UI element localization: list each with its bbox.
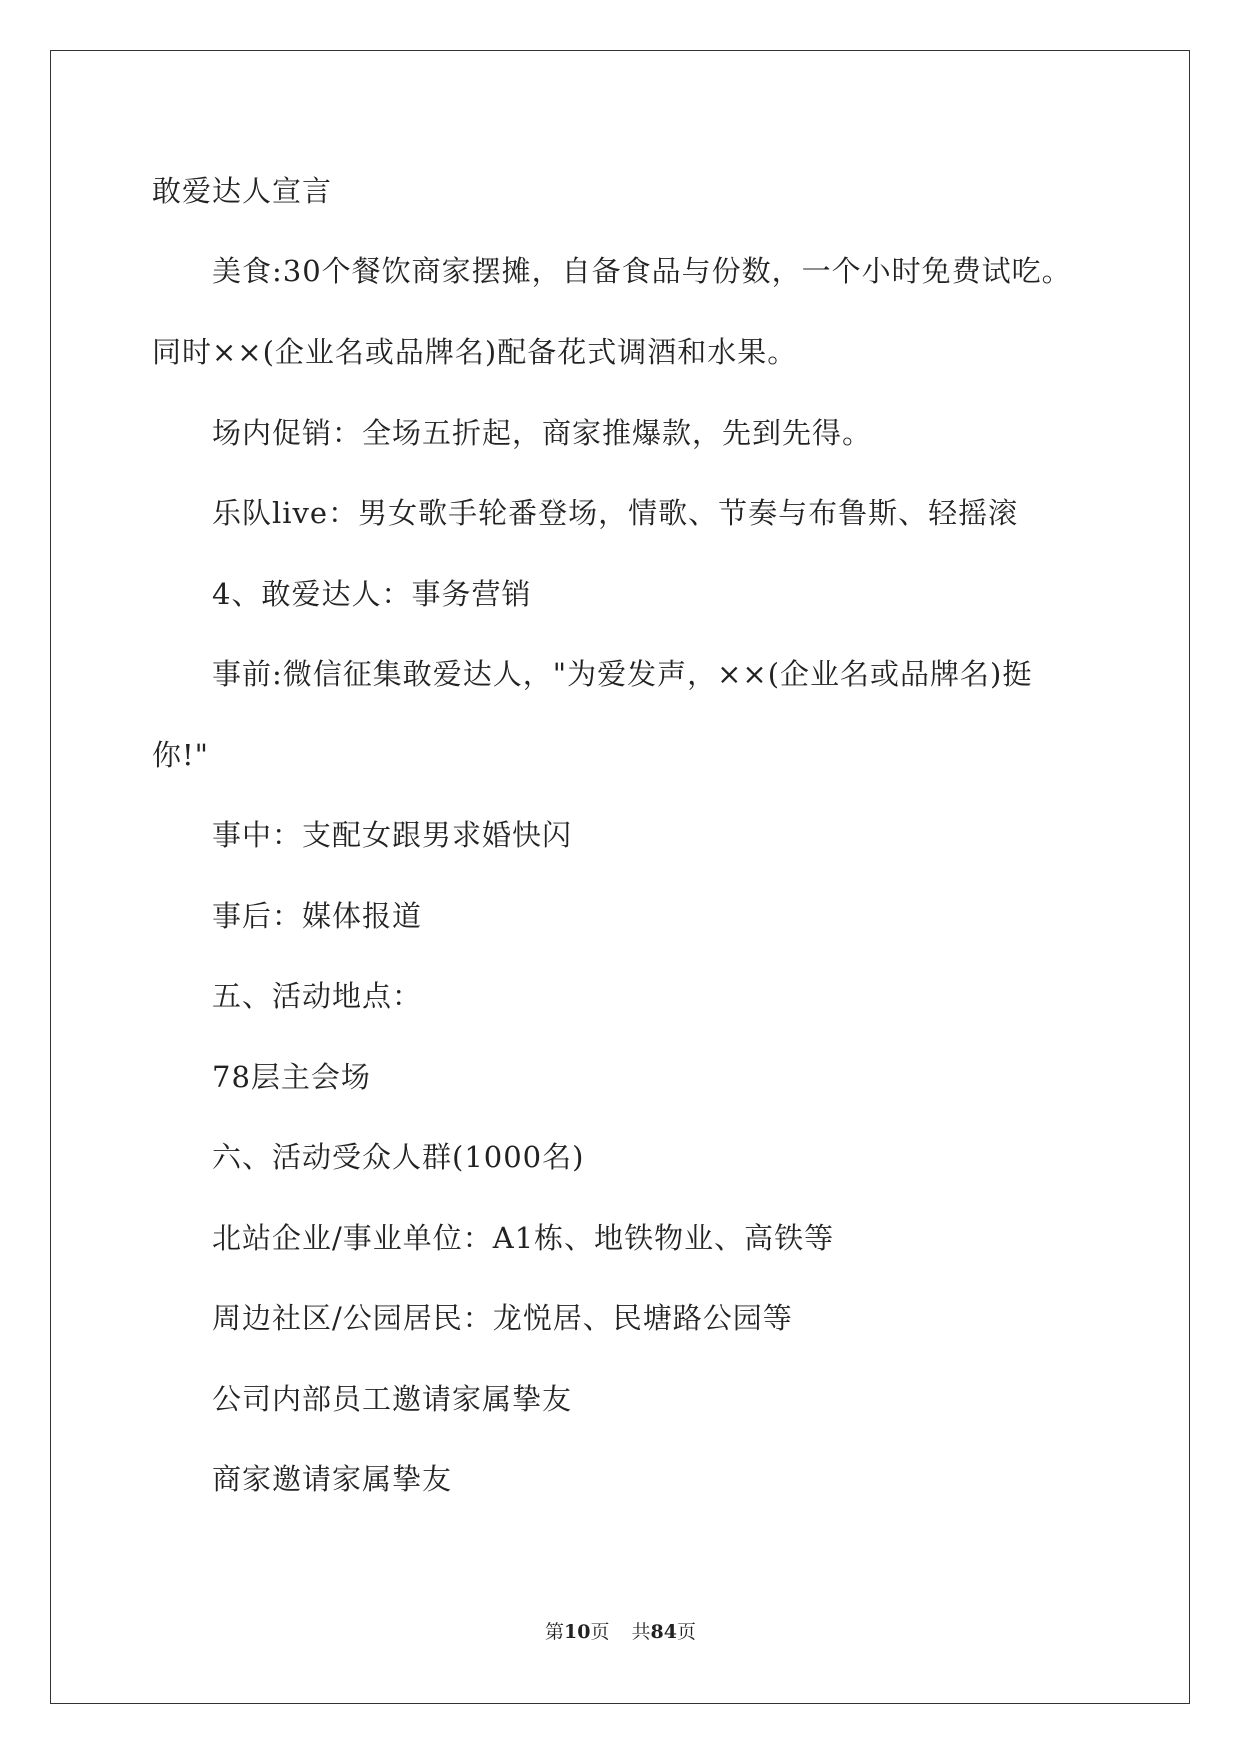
text-line: 六、活动受众人群(1000名) <box>212 1140 585 1174</box>
text-line: 公司内部员工邀请家属挚友 <box>212 1382 573 1416</box>
text-line: 事前:微信征集敢爱达人，"为爱发声，××(企业名或品牌名)挺 <box>212 657 1033 691</box>
page-prefix: 第 <box>545 1621 565 1643</box>
page-total: 84 <box>650 1621 677 1643</box>
text-line: 乐队live：男女歌手轮番登场，情歌、节奏与布鲁斯、轻摇滚 <box>212 496 1019 530</box>
text-line: 你!" <box>152 738 209 772</box>
text-line: 周边社区/公园居民：龙悦居、民塘路公园等 <box>212 1301 793 1335</box>
text-line: 事中：支配女跟男求婚快闪 <box>212 818 573 852</box>
total-suffix: 页 <box>676 1621 696 1643</box>
page-current: 10 <box>564 1621 591 1643</box>
text-line: 商家邀请家属挚友 <box>212 1462 453 1496</box>
total-prefix: 共 <box>631 1621 651 1643</box>
text-line: 4、敢爱达人：事务营销 <box>212 577 532 611</box>
page-mid: 页 <box>590 1621 610 1643</box>
text-line: 敢爱达人宣言 <box>152 174 333 208</box>
text-line: 五、活动地点： <box>212 979 423 1013</box>
page-border <box>50 50 1190 1704</box>
text-line: 美食:30个餐饮商家摆摊，自备食品与份数，一个小时免费试吃。 <box>212 254 1072 288</box>
page-footer <box>0 1620 1241 1644</box>
text-line: 78层主会场 <box>212 1060 371 1094</box>
text-line: 事后：媒体报道 <box>212 899 423 933</box>
text-line: 北站企业/事业单位：A1栋、地铁物业、高铁等 <box>212 1221 835 1255</box>
text-line: 同时××(企业名或品牌名)配备花式调酒和水果。 <box>152 335 798 369</box>
text-line: 场内促销：全场五折起，商家推爆款，先到先得。 <box>212 416 873 450</box>
